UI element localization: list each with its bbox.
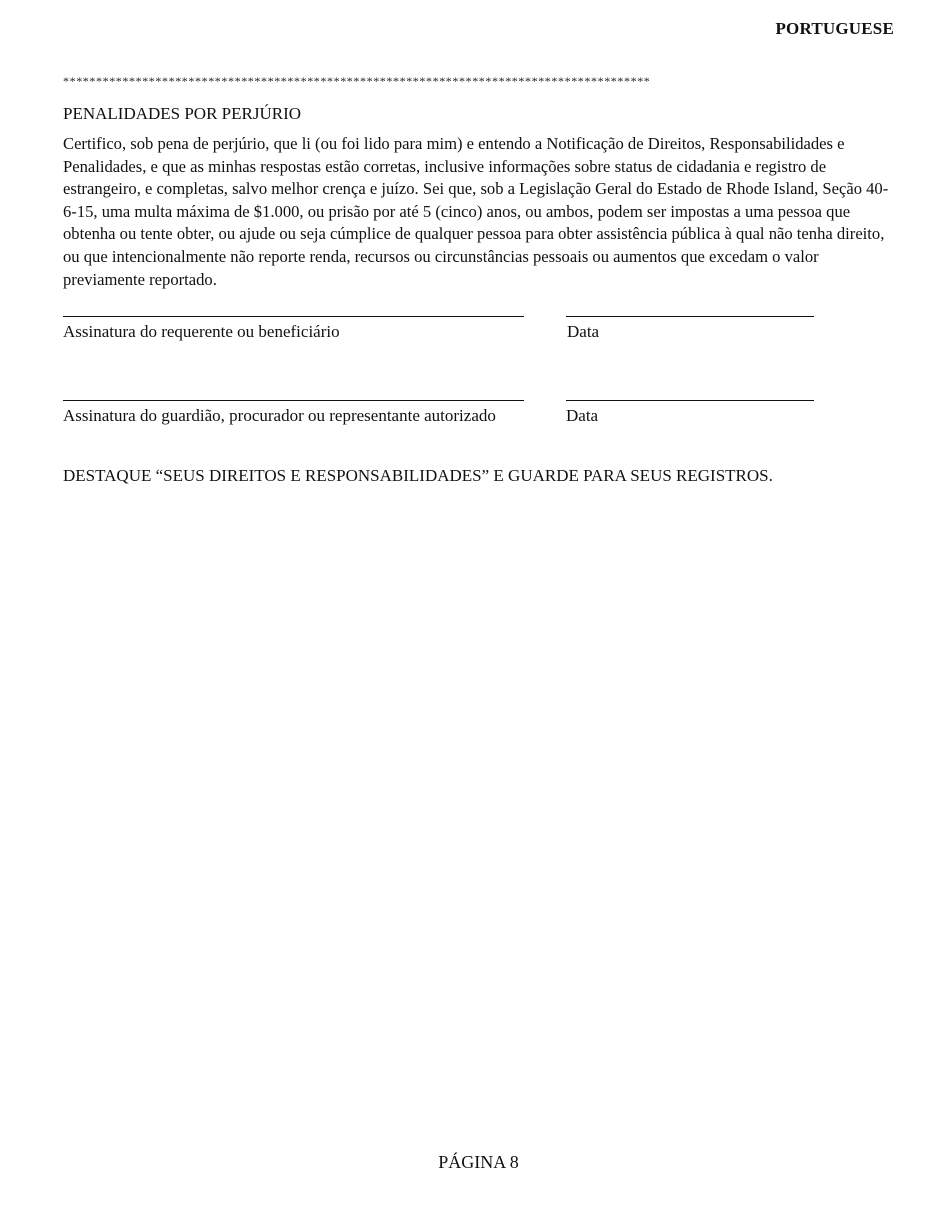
applicant-signature-line[interactable]	[63, 316, 524, 317]
guardian-date-line[interactable]	[566, 400, 814, 401]
page-number: PÁGINA 8	[438, 1152, 519, 1172]
language-label: PORTUGUESE	[775, 19, 894, 38]
detach-instruction: DESTAQUE “SEUS DIREITOS E RESPONSABILIDADES” E GUARDE PARA SEUS REGISTROS.	[63, 466, 773, 485]
certification-paragraph: Certifico, sob pena de perjúrio, que li (ou foi lido para mim) e entendo a Notificação de Direitos, Responsabilidades e Penalidades, e que as minhas respostas estão corretas, inclusive informações sobre status de cidadania e registro de estrangeiro, e completas, salvo melhor crença e juízo. Sei que, sob a Legislação Geral do Estado de Rhode Island, Seção 40-6-15, uma multa máxima de $1.000, ou prisão por até 5 (cinco) anos, ou ambos, podem ser impostas a uma pessoa que obtenha ou tente obter, ou ajude ou seja cúmplice de qualquer pessoa para obter assistência pública à qual não tenha direito, ou que intencionalmente não reporte renda, recursos ou circunstâncias pessoais ou aumentos que excedam o valor previamente reportado.	[63, 134, 889, 289]
section-heading: PENALIDADES POR PERJÚRIO	[63, 104, 302, 123]
applicant-date-line[interactable]	[566, 316, 814, 317]
applicant-date-label: Data	[567, 322, 600, 341]
applicant-signature-label: Assinatura do requerente ou beneficiário	[63, 322, 340, 341]
asterisk-separator: *****************************************************************************************	[63, 74, 651, 88]
guardian-signature-line[interactable]	[63, 400, 524, 401]
guardian-date-label: Data	[566, 406, 599, 425]
guardian-signature-label: Assinatura do guardião, procurador ou representante autorizado	[63, 406, 496, 425]
